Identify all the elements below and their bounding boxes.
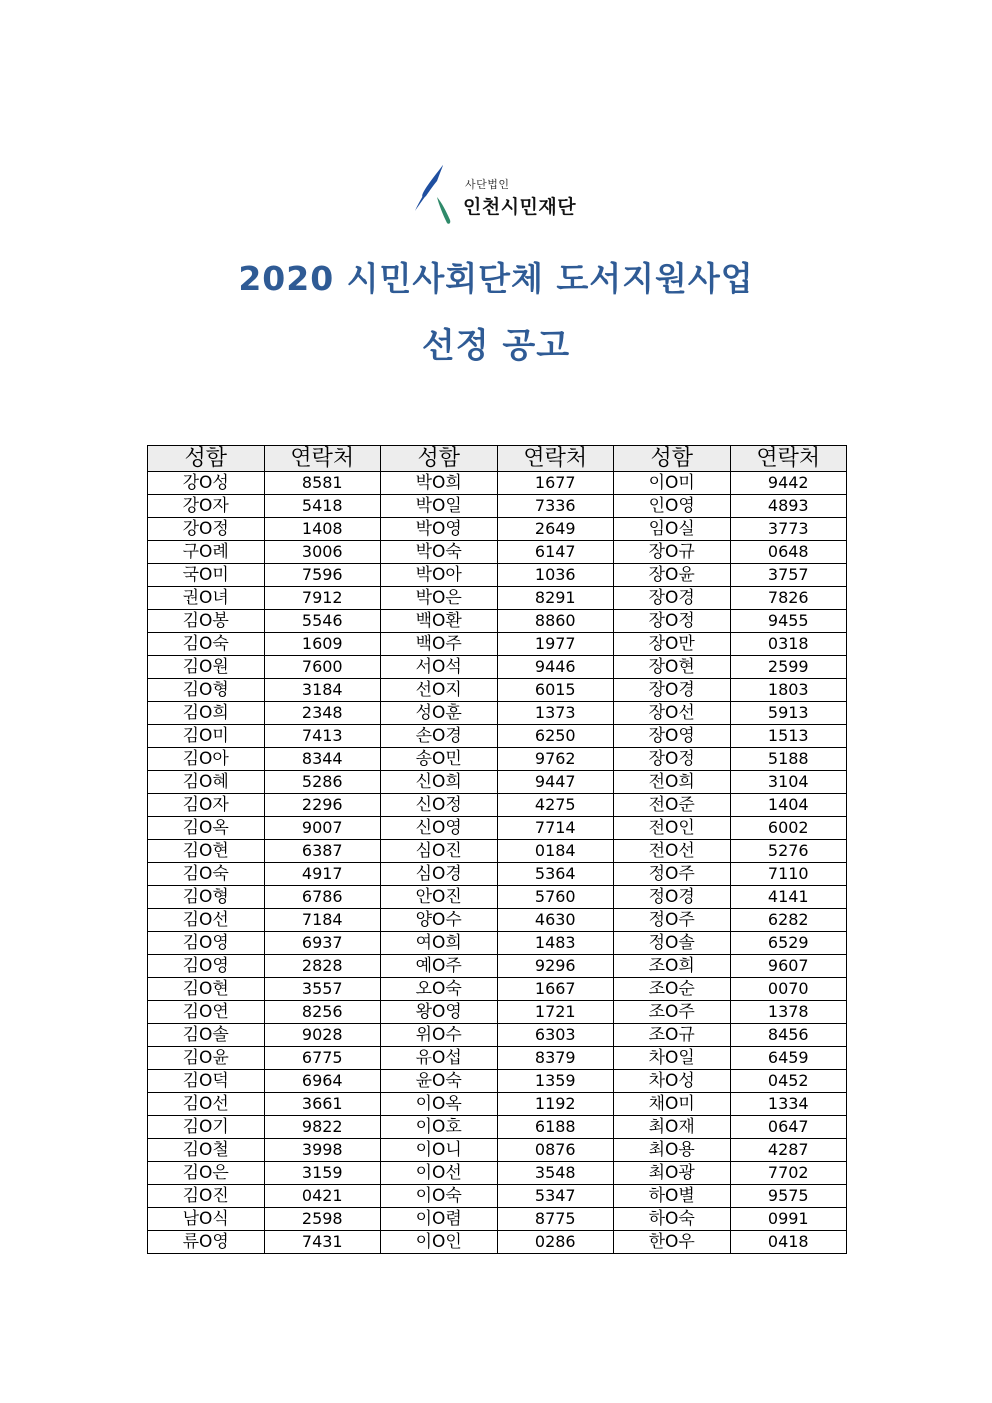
contact-cell: 9762 bbox=[497, 748, 614, 771]
table-row bbox=[148, 1139, 847, 1162]
table-row bbox=[148, 794, 847, 817]
name-cell: 조O희 bbox=[614, 955, 731, 978]
contact-cell: 1373 bbox=[497, 702, 614, 725]
contact-cell: 3184 bbox=[264, 679, 381, 702]
name-cell: 오O숙 bbox=[381, 978, 498, 1001]
contact-cell: 3548 bbox=[497, 1162, 614, 1185]
contact-cell: 1803 bbox=[730, 679, 847, 702]
contact-cell: 0648 bbox=[730, 541, 847, 564]
name-cell: 류O영 bbox=[148, 1231, 265, 1254]
contact-cell: 7413 bbox=[264, 725, 381, 748]
contact-cell: 3104 bbox=[730, 771, 847, 794]
name-cell: 김O봉 bbox=[148, 610, 265, 633]
name-cell: 차O일 bbox=[614, 1047, 731, 1070]
name-cell: 김O아 bbox=[148, 748, 265, 771]
contact-cell: 0286 bbox=[497, 1231, 614, 1254]
table-row bbox=[148, 564, 847, 587]
name-cell: 이O렴 bbox=[381, 1208, 498, 1231]
contact-cell: 0452 bbox=[730, 1070, 847, 1093]
contact-cell: 5286 bbox=[264, 771, 381, 794]
contact-cell: 7336 bbox=[497, 495, 614, 518]
contact-cell: 2649 bbox=[497, 518, 614, 541]
name-cell: 김O진 bbox=[148, 1185, 265, 1208]
name-cell: 전O희 bbox=[614, 771, 731, 794]
header-name: 성함 bbox=[148, 446, 265, 472]
foundation-emblem-icon bbox=[413, 163, 461, 227]
name-cell: 전O선 bbox=[614, 840, 731, 863]
name-cell: 성O훈 bbox=[381, 702, 498, 725]
contact-cell: 7600 bbox=[264, 656, 381, 679]
contact-cell: 0421 bbox=[264, 1185, 381, 1208]
name-cell: 김O철 bbox=[148, 1139, 265, 1162]
contact-cell: 0876 bbox=[497, 1139, 614, 1162]
contact-cell: 6964 bbox=[264, 1070, 381, 1093]
name-cell: 김O영 bbox=[148, 955, 265, 978]
table-row bbox=[148, 1093, 847, 1116]
contact-cell: 8456 bbox=[730, 1024, 847, 1047]
contact-cell: 9446 bbox=[497, 656, 614, 679]
contact-cell: 2598 bbox=[264, 1208, 381, 1231]
table-row bbox=[148, 1208, 847, 1231]
name-cell: 김O숙 bbox=[148, 633, 265, 656]
table-row bbox=[148, 725, 847, 748]
name-cell: 김O연 bbox=[148, 1001, 265, 1024]
name-cell: 강O성 bbox=[148, 472, 265, 495]
table-row bbox=[148, 978, 847, 1001]
name-cell: 박O은 bbox=[381, 587, 498, 610]
name-cell: 정O경 bbox=[614, 886, 731, 909]
contact-cell: 6282 bbox=[730, 909, 847, 932]
contact-cell: 7110 bbox=[730, 863, 847, 886]
name-cell: 이O호 bbox=[381, 1116, 498, 1139]
header-contact: 연락처 bbox=[730, 446, 847, 472]
name-cell: 이O선 bbox=[381, 1162, 498, 1185]
contact-cell: 8860 bbox=[497, 610, 614, 633]
contact-cell: 5546 bbox=[264, 610, 381, 633]
name-cell: 김O미 bbox=[148, 725, 265, 748]
contact-cell: 9607 bbox=[730, 955, 847, 978]
name-cell: 김O덕 bbox=[148, 1070, 265, 1093]
contact-cell: 4287 bbox=[730, 1139, 847, 1162]
contact-cell: 4141 bbox=[730, 886, 847, 909]
table-row bbox=[148, 1231, 847, 1254]
contact-cell: 5760 bbox=[497, 886, 614, 909]
contact-cell: 1378 bbox=[730, 1001, 847, 1024]
name-cell: 백O환 bbox=[381, 610, 498, 633]
name-cell: 장O영 bbox=[614, 725, 731, 748]
name-cell: 조O규 bbox=[614, 1024, 731, 1047]
name-cell: 김O현 bbox=[148, 978, 265, 1001]
name-cell: 장O규 bbox=[614, 541, 731, 564]
name-cell: 박O영 bbox=[381, 518, 498, 541]
table-row bbox=[148, 518, 847, 541]
name-cell: 김O형 bbox=[148, 679, 265, 702]
name-cell: 김O현 bbox=[148, 840, 265, 863]
header-contact: 연락처 bbox=[264, 446, 381, 472]
table-body bbox=[148, 472, 847, 1254]
contact-cell: 2828 bbox=[264, 955, 381, 978]
contact-cell: 5418 bbox=[264, 495, 381, 518]
contact-cell: 1192 bbox=[497, 1093, 614, 1116]
contact-cell: 6303 bbox=[497, 1024, 614, 1047]
contact-cell: 6775 bbox=[264, 1047, 381, 1070]
name-cell: 차O성 bbox=[614, 1070, 731, 1093]
contact-cell: 6250 bbox=[497, 725, 614, 748]
contact-cell: 1334 bbox=[730, 1093, 847, 1116]
foundation-logo bbox=[413, 163, 603, 227]
table-row bbox=[148, 771, 847, 794]
contact-cell: 1408 bbox=[264, 518, 381, 541]
contact-cell: 1404 bbox=[730, 794, 847, 817]
name-cell: 김O원 bbox=[148, 656, 265, 679]
contact-cell: 6387 bbox=[264, 840, 381, 863]
name-cell: 신O영 bbox=[381, 817, 498, 840]
name-cell: 장O윤 bbox=[614, 564, 731, 587]
name-cell: 박O숙 bbox=[381, 541, 498, 564]
name-cell: 유O섭 bbox=[381, 1047, 498, 1070]
name-cell: 송O민 bbox=[381, 748, 498, 771]
table-header-row bbox=[148, 446, 847, 472]
name-cell: 김O영 bbox=[148, 932, 265, 955]
contact-cell: 5347 bbox=[497, 1185, 614, 1208]
contact-cell: 2296 bbox=[264, 794, 381, 817]
table-row bbox=[148, 1001, 847, 1024]
name-cell: 서O석 bbox=[381, 656, 498, 679]
document-title: 2020 시민사회단체 도서지원사업 bbox=[238, 259, 754, 298]
contact-cell: 4630 bbox=[497, 909, 614, 932]
contact-cell: 3006 bbox=[264, 541, 381, 564]
contact-cell: 9028 bbox=[264, 1024, 381, 1047]
table-row bbox=[148, 1070, 847, 1093]
contact-cell: 3557 bbox=[264, 978, 381, 1001]
contact-cell: 1677 bbox=[497, 472, 614, 495]
table-row bbox=[148, 748, 847, 771]
table-row bbox=[148, 955, 847, 978]
selection-table bbox=[147, 445, 847, 1254]
name-cell: 구O례 bbox=[148, 541, 265, 564]
header-contact: 연락처 bbox=[497, 446, 614, 472]
name-cell: 선O지 bbox=[381, 679, 498, 702]
name-cell: 김O기 bbox=[148, 1116, 265, 1139]
contact-cell: 1036 bbox=[497, 564, 614, 587]
name-cell: 정O주 bbox=[614, 909, 731, 932]
name-cell: 하O숙 bbox=[614, 1208, 731, 1231]
header-name: 성함 bbox=[381, 446, 498, 472]
name-cell: 박O일 bbox=[381, 495, 498, 518]
contact-cell: 8344 bbox=[264, 748, 381, 771]
name-cell: 장O현 bbox=[614, 656, 731, 679]
name-cell: 안O진 bbox=[381, 886, 498, 909]
contact-cell: 1513 bbox=[730, 725, 847, 748]
contact-cell: 9455 bbox=[730, 610, 847, 633]
name-cell: 강O정 bbox=[148, 518, 265, 541]
contact-cell: 4893 bbox=[730, 495, 847, 518]
contact-cell: 9296 bbox=[497, 955, 614, 978]
table-row bbox=[148, 1024, 847, 1047]
name-cell: 신O희 bbox=[381, 771, 498, 794]
contact-cell: 6529 bbox=[730, 932, 847, 955]
name-cell: 정O솔 bbox=[614, 932, 731, 955]
name-cell: 이O니 bbox=[381, 1139, 498, 1162]
name-cell: 손O경 bbox=[381, 725, 498, 748]
name-cell: 김O숙 bbox=[148, 863, 265, 886]
name-cell: 김O희 bbox=[148, 702, 265, 725]
name-cell: 이O인 bbox=[381, 1231, 498, 1254]
name-cell: 조O주 bbox=[614, 1001, 731, 1024]
contact-cell: 5913 bbox=[730, 702, 847, 725]
name-cell: 예O주 bbox=[381, 955, 498, 978]
contact-cell: 6002 bbox=[730, 817, 847, 840]
name-cell: 남O식 bbox=[148, 1208, 265, 1231]
contact-cell: 0318 bbox=[730, 633, 847, 656]
name-cell: 채O미 bbox=[614, 1093, 731, 1116]
name-cell: 조O순 bbox=[614, 978, 731, 1001]
name-cell: 이O옥 bbox=[381, 1093, 498, 1116]
name-cell: 정O주 bbox=[614, 863, 731, 886]
table-row bbox=[148, 587, 847, 610]
contact-cell: 3661 bbox=[264, 1093, 381, 1116]
logo-subtitle: 사단법인 bbox=[465, 178, 510, 191]
contact-cell: 2348 bbox=[264, 702, 381, 725]
table-row bbox=[148, 495, 847, 518]
contact-cell: 0184 bbox=[497, 840, 614, 863]
name-cell: 강O자 bbox=[148, 495, 265, 518]
name-cell: 장O경 bbox=[614, 679, 731, 702]
contact-cell: 9575 bbox=[730, 1185, 847, 1208]
contact-cell: 7826 bbox=[730, 587, 847, 610]
name-cell: 박O아 bbox=[381, 564, 498, 587]
table-row bbox=[148, 1116, 847, 1139]
contact-cell: 6147 bbox=[497, 541, 614, 564]
contact-cell: 0418 bbox=[730, 1231, 847, 1254]
contact-cell: 9442 bbox=[730, 472, 847, 495]
name-cell: 김O윤 bbox=[148, 1047, 265, 1070]
contact-cell: 0070 bbox=[730, 978, 847, 1001]
contact-cell: 6786 bbox=[264, 886, 381, 909]
table-row bbox=[148, 886, 847, 909]
contact-cell: 1359 bbox=[497, 1070, 614, 1093]
contact-cell: 1667 bbox=[497, 978, 614, 1001]
contact-cell: 1721 bbox=[497, 1001, 614, 1024]
contact-cell: 3773 bbox=[730, 518, 847, 541]
name-cell: 인O영 bbox=[614, 495, 731, 518]
contact-cell: 8256 bbox=[264, 1001, 381, 1024]
contact-cell: 0991 bbox=[730, 1208, 847, 1231]
contact-cell: 2599 bbox=[730, 656, 847, 679]
name-cell: 전O인 bbox=[614, 817, 731, 840]
table-row bbox=[148, 541, 847, 564]
table-row bbox=[148, 1162, 847, 1185]
name-cell: 임O실 bbox=[614, 518, 731, 541]
table-row bbox=[148, 633, 847, 656]
table-row bbox=[148, 679, 847, 702]
table-row bbox=[148, 656, 847, 679]
name-cell: 최O용 bbox=[614, 1139, 731, 1162]
table-row bbox=[148, 610, 847, 633]
name-cell: 최O광 bbox=[614, 1162, 731, 1185]
name-cell: 이O미 bbox=[614, 472, 731, 495]
table-row bbox=[148, 1185, 847, 1208]
name-cell: 국O미 bbox=[148, 564, 265, 587]
name-cell: 심O진 bbox=[381, 840, 498, 863]
name-cell: 전O준 bbox=[614, 794, 731, 817]
name-cell: 권O녀 bbox=[148, 587, 265, 610]
name-cell: 장O정 bbox=[614, 748, 731, 771]
name-cell: 최O재 bbox=[614, 1116, 731, 1139]
contact-cell: 7431 bbox=[264, 1231, 381, 1254]
contact-cell: 7714 bbox=[497, 817, 614, 840]
name-cell: 김O옥 bbox=[148, 817, 265, 840]
contact-cell: 1609 bbox=[264, 633, 381, 656]
table-row bbox=[148, 1047, 847, 1070]
name-cell: 한O우 bbox=[614, 1231, 731, 1254]
name-cell: 위O수 bbox=[381, 1024, 498, 1047]
contact-cell: 8291 bbox=[497, 587, 614, 610]
contact-cell: 9007 bbox=[264, 817, 381, 840]
contact-cell: 7912 bbox=[264, 587, 381, 610]
contact-cell: 6015 bbox=[497, 679, 614, 702]
name-cell: 김O형 bbox=[148, 886, 265, 909]
contact-cell: 7184 bbox=[264, 909, 381, 932]
contact-cell: 9447 bbox=[497, 771, 614, 794]
name-cell: 심O경 bbox=[381, 863, 498, 886]
name-cell: 김O솔 bbox=[148, 1024, 265, 1047]
contact-cell: 5188 bbox=[730, 748, 847, 771]
name-cell: 백O주 bbox=[381, 633, 498, 656]
name-cell: 장O만 bbox=[614, 633, 731, 656]
table-row bbox=[148, 702, 847, 725]
name-cell: 장O경 bbox=[614, 587, 731, 610]
table-row bbox=[148, 817, 847, 840]
contact-cell: 5276 bbox=[730, 840, 847, 863]
name-cell: 김O자 bbox=[148, 794, 265, 817]
contact-cell: 3159 bbox=[264, 1162, 381, 1185]
contact-cell: 6188 bbox=[497, 1116, 614, 1139]
name-cell: 양O수 bbox=[381, 909, 498, 932]
name-cell: 윤O숙 bbox=[381, 1070, 498, 1093]
contact-cell: 3757 bbox=[730, 564, 847, 587]
table-row bbox=[148, 472, 847, 495]
contact-cell: 1977 bbox=[497, 633, 614, 656]
contact-cell: 6937 bbox=[264, 932, 381, 955]
name-cell: 여O희 bbox=[381, 932, 498, 955]
contact-cell: 6459 bbox=[730, 1047, 847, 1070]
name-cell: 김O은 bbox=[148, 1162, 265, 1185]
header-name: 성함 bbox=[614, 446, 731, 472]
table-row bbox=[148, 840, 847, 863]
table-row bbox=[148, 863, 847, 886]
logo-name: 인천시민재단 bbox=[463, 196, 577, 218]
name-cell: 장O정 bbox=[614, 610, 731, 633]
name-cell: 신O정 bbox=[381, 794, 498, 817]
name-cell: 박O희 bbox=[381, 472, 498, 495]
name-cell: 김O선 bbox=[148, 1093, 265, 1116]
contact-cell: 8775 bbox=[497, 1208, 614, 1231]
contact-cell: 3998 bbox=[264, 1139, 381, 1162]
name-cell: 김O혜 bbox=[148, 771, 265, 794]
table-row bbox=[148, 909, 847, 932]
contact-cell: 7702 bbox=[730, 1162, 847, 1185]
name-cell: 김O선 bbox=[148, 909, 265, 932]
contact-cell: 4917 bbox=[264, 863, 381, 886]
table-row bbox=[148, 932, 847, 955]
contact-cell: 1483 bbox=[497, 932, 614, 955]
contact-cell: 9822 bbox=[264, 1116, 381, 1139]
name-cell: 하O별 bbox=[614, 1185, 731, 1208]
contact-cell: 5364 bbox=[497, 863, 614, 886]
contact-cell: 4275 bbox=[497, 794, 614, 817]
name-cell: 이O숙 bbox=[381, 1185, 498, 1208]
contact-cell: 0647 bbox=[730, 1116, 847, 1139]
document-subtitle: 선정 공고 bbox=[421, 326, 571, 366]
contact-cell: 7596 bbox=[264, 564, 381, 587]
name-cell: 장O선 bbox=[614, 702, 731, 725]
name-cell: 왕O영 bbox=[381, 1001, 498, 1024]
contact-cell: 8581 bbox=[264, 472, 381, 495]
contact-cell: 8379 bbox=[497, 1047, 614, 1070]
